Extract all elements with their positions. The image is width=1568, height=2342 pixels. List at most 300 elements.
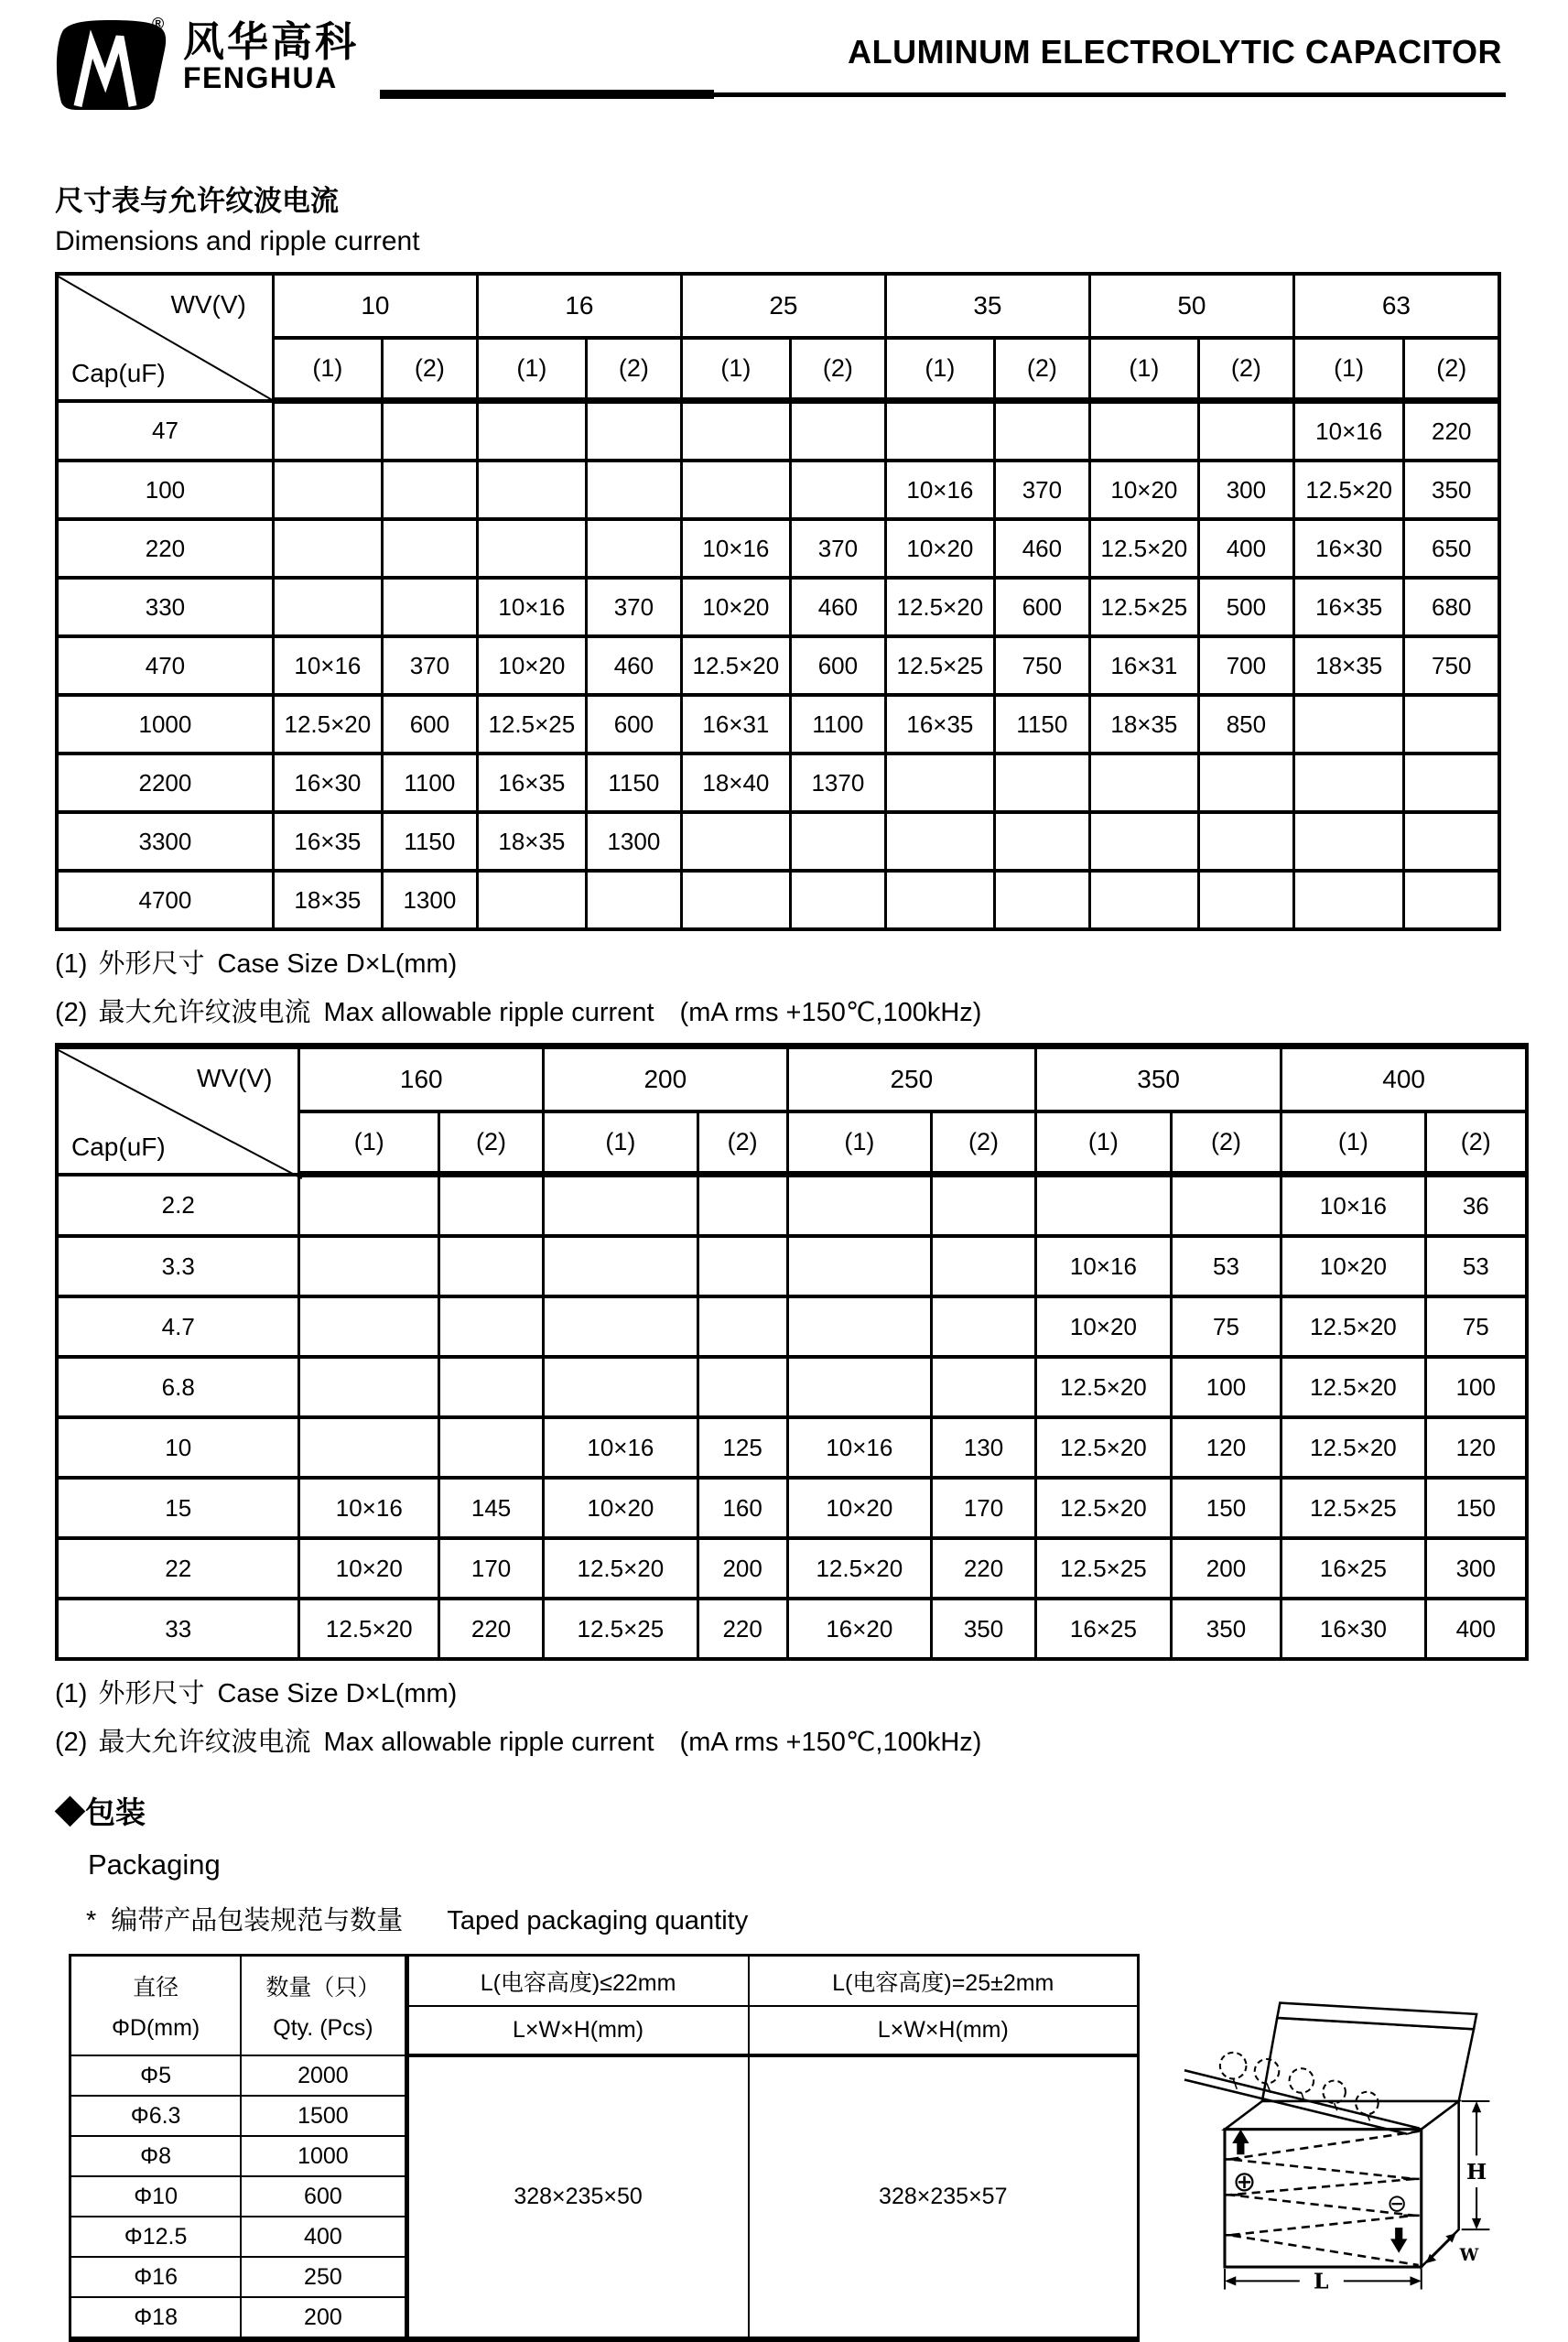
cell: 200 [697,1538,787,1599]
subcol-header: (2) [1171,1111,1281,1175]
table2-notes [55,1681,1568,1756]
cell [932,1236,1036,1296]
cell [439,1175,544,1237]
cell: 16×25 [1281,1538,1425,1599]
cell [544,1175,698,1237]
voltage-group-header: 35 [885,274,1089,338]
cell: 53 [1171,1236,1281,1296]
cell: 16×31 [1089,636,1198,695]
note-number: (2) [55,998,88,1027]
cell: 1150 [382,812,477,871]
cell [994,754,1089,812]
cell [697,1175,787,1237]
cell [544,1357,698,1417]
diameter-cell: Φ16 [70,2257,242,2297]
box-header-le22: L(电容高度)≤22mm [406,1956,748,2007]
cell [885,812,994,871]
subcol-header: (1) [1089,338,1198,401]
cell: 16×20 [787,1599,931,1659]
voltage-group-header: 25 [681,274,885,338]
cell: 600 [382,695,477,754]
cell: 370 [994,461,1089,519]
cell: 170 [932,1478,1036,1538]
subcol-header: (1) [1293,338,1404,401]
corner-wv-label: WV(V) [197,1064,273,1092]
cell [885,754,994,812]
cell [932,1296,1036,1357]
cell: 16×25 [1036,1599,1172,1659]
table-row [57,1478,1527,1538]
cell [1293,812,1404,871]
subcol-header: (2) [586,338,681,401]
page-header [0,0,1568,139]
cell: 12.5×25 [477,695,586,754]
cell [790,461,885,519]
taped-packaging-box-diagram [1143,1979,1555,2304]
cell [477,461,586,519]
quantity-header-cell [241,1956,406,2056]
note-case-size [55,951,1568,978]
cell: 850 [1198,695,1293,754]
diameter-header-en: ΦD(mm) [111,2015,200,2041]
cell [299,1236,439,1296]
table-corner-cell [57,274,273,401]
cell: 125 [697,1417,787,1478]
cell: 18×35 [1293,636,1404,695]
cell: 460 [586,636,681,695]
cap-cell: 4.7 [57,1296,299,1357]
cell [787,1357,931,1417]
cell: 10×20 [787,1478,931,1538]
cell: 350 [932,1599,1036,1659]
cell: 16×35 [477,754,586,812]
subcol-header: (1) [885,338,994,401]
corner-cap-label: Cap(uF) [71,358,166,387]
cell: 370 [382,636,477,695]
cell: 12.5×20 [544,1538,698,1599]
cap-cell: 100 [57,461,273,519]
positive-polarity-symbol: ⊕ [1232,2166,1257,2199]
table-row [57,695,1499,754]
note-text-cn: 外形尺寸 [98,949,205,979]
cell [477,519,586,578]
note-text-cn: 最大允许纹波电流 [98,1728,311,1757]
cell: 220 [1404,401,1499,461]
quantity-cell: 250 [241,2257,406,2297]
cell: 400 [1198,519,1293,578]
cell: 160 [697,1478,787,1538]
cell: 150 [1171,1478,1281,1538]
cell: 10×16 [299,1478,439,1538]
diameter-header-cn: 直径 [133,1975,179,2000]
cell: 10×20 [885,519,994,578]
negative-polarity-symbol: ⊖ [1387,2189,1408,2218]
cell [885,871,994,929]
subcol-header: (2) [439,1111,544,1175]
cell: 120 [1171,1417,1281,1478]
cap-cell: 2.2 [57,1175,299,1237]
cell [787,1175,931,1237]
note-text-en: Case Size D×L(mm) [217,949,458,979]
cell [1089,401,1198,461]
table-row [57,1538,1527,1599]
cell: 1370 [790,754,885,812]
subcol-header: (1) [787,1111,931,1175]
cell [1293,871,1404,929]
cell [1089,871,1198,929]
lwh-header: L×W×H(mm) [406,2006,748,2055]
voltage-group-header: 400 [1281,1046,1527,1112]
cell: 16×30 [273,754,382,812]
cell [382,519,477,578]
subcol-header: (2) [790,338,885,401]
note-text-en: Max allowable ripple current [323,998,654,1027]
cell: 650 [1404,519,1499,578]
subcol-header: (2) [1404,338,1499,401]
cell: 10×16 [1293,401,1404,461]
cell: 12.5×20 [299,1599,439,1659]
subcol-header: (1) [544,1111,698,1175]
cell: 18×35 [477,812,586,871]
cell [544,1296,698,1357]
cell: 130 [932,1417,1036,1478]
note-condition: (mA rms +150℃,100kHz) [679,1728,982,1757]
cell: 10×20 [1089,461,1198,519]
dimensions-heading-en: Dimensions and ripple current [55,226,420,256]
cell: 75 [1425,1296,1527,1357]
voltage-group-header: 160 [299,1046,544,1112]
cell [1404,754,1499,812]
cell [790,871,885,929]
cell: 53 [1425,1236,1527,1296]
arrowhead [1410,2276,1421,2285]
cell [1293,754,1404,812]
registered-trademark-symbol: ® [152,15,165,33]
table-row [57,871,1499,929]
cell [932,1357,1036,1417]
cap-cell: 4700 [57,871,273,929]
cell: 300 [1198,461,1293,519]
voltage-header-row [57,1046,1527,1112]
cell [681,461,790,519]
cell [439,1417,544,1478]
cell: 10×20 [477,636,586,695]
cell [787,1236,931,1296]
cell [994,401,1089,461]
note-number: (2) [55,1728,88,1757]
cell: 220 [697,1599,787,1659]
cell: 370 [586,578,681,636]
subcol-header: (2) [994,338,1089,401]
cell: 10×20 [1281,1236,1425,1296]
cell: 1300 [586,812,681,871]
cell [681,812,790,871]
cell [586,401,681,461]
cell [1198,401,1293,461]
cap-cell: 10 [57,1417,299,1478]
cell: 36 [1425,1175,1527,1237]
cell: 12.5×25 [1089,578,1198,636]
box-size-le22-value: 328×235×50 [406,2055,748,2339]
cell [1404,812,1499,871]
cell: 12.5×20 [787,1538,931,1599]
cell [1089,754,1198,812]
table-row [57,1357,1527,1417]
cell: 12.5×25 [1036,1538,1172,1599]
cell: 10×16 [544,1417,698,1478]
lwh-header: L×W×H(mm) [749,2006,1139,2055]
corner-wv-label: WV(V) [170,290,246,319]
cell [697,1236,787,1296]
cell [477,401,586,461]
cell [273,461,382,519]
cell: 170 [439,1538,544,1599]
subcol-header: (1) [681,338,790,401]
cell: 350 [1404,461,1499,519]
subcol-header: (2) [932,1111,1036,1175]
table-row [57,754,1499,812]
cell [697,1357,787,1417]
cell: 500 [1198,578,1293,636]
cell: 10×16 [681,519,790,578]
cell [439,1357,544,1417]
voltage-group-header: 10 [273,274,477,338]
packaging-subtitle-en: Taped packaging quantity [447,1906,749,1935]
table-row [57,812,1499,871]
table-row [70,2055,1139,2096]
cell: 12.5×20 [1293,461,1404,519]
cell: 600 [586,695,681,754]
subcol-header: (2) [697,1111,787,1175]
cap-cell: 3300 [57,812,273,871]
arrowhead [1225,2276,1236,2285]
cell [787,1296,931,1357]
cell [299,1296,439,1357]
cell: 370 [790,519,885,578]
cell [299,1357,439,1417]
note-text-cn: 最大允许纹波电流 [98,998,311,1027]
box-top-face [1225,2101,1459,2130]
cell: 460 [790,578,885,636]
cell: 16×31 [681,695,790,754]
cap-cell: 15 [57,1478,299,1538]
cell: 10×16 [477,578,586,636]
cell: 600 [994,578,1089,636]
cell [586,461,681,519]
cell: 12.5×20 [1089,519,1198,578]
height-label: H [1465,2158,1487,2185]
quantity-cell: 1000 [241,2136,406,2176]
quantity-cell: 2000 [241,2055,406,2096]
cap-cell: 330 [57,578,273,636]
cell: 1150 [586,754,681,812]
cell: 12.5×20 [1281,1417,1425,1478]
cell: 16×35 [885,695,994,754]
cell: 12.5×20 [273,695,382,754]
cell [477,871,586,929]
subcol-header: (1) [299,1111,439,1175]
diamond-bullet-icon: ◆ [55,1795,85,1829]
cell: 120 [1425,1417,1527,1478]
cell [1171,1175,1281,1237]
cell: 18×35 [1089,695,1198,754]
cell: 100 [1425,1357,1527,1417]
voltage-group-header: 200 [544,1046,788,1112]
cap-cell: 1000 [57,695,273,754]
cell [1293,695,1404,754]
cell: 150 [1425,1478,1527,1538]
cell [439,1296,544,1357]
brand-name-cn: 风华高科 [183,18,360,65]
quantity-cell: 600 [241,2176,406,2217]
packaging-section [69,1954,1568,2342]
packaging-heading-cn-text: 包装 [85,1795,146,1829]
cell: 1100 [382,754,477,812]
cell: 750 [994,636,1089,695]
diameter-cell: Φ12.5 [70,2217,242,2257]
cell: 200 [1171,1538,1281,1599]
brand-name-en: FENGHUA [183,61,338,95]
cell: 18×35 [273,871,382,929]
cell: 12.5×20 [1036,1478,1172,1538]
cell [681,401,790,461]
table-row [57,461,1499,519]
packaging-subtitle [86,1900,1568,1937]
packaging-header-row-1 [70,1956,1139,2007]
diameter-cell: Φ5 [70,2055,242,2096]
note-ripple-current [55,1000,1568,1026]
note-case-size [55,1681,1568,1708]
voltage-group-header: 63 [1293,274,1499,338]
voltage-group-header: 350 [1036,1046,1281,1112]
dimensions-heading-cn: 尺寸表与允许纹波电流 [55,185,339,217]
cell [1404,695,1499,754]
cell: 12.5×20 [1036,1357,1172,1417]
diameter-header-cell [70,1956,242,2056]
table-row [57,1417,1527,1478]
cell [932,1175,1036,1237]
width-label: W [1459,2245,1479,2265]
quantity-header-cn: 数量（只） [265,1975,381,2000]
quantity-cell: 200 [241,2297,406,2339]
header-divider-thick-segment [380,90,714,99]
subcolumn-header-row [57,338,1499,401]
table1-notes [55,951,1568,1026]
cap-cell: 470 [57,636,273,695]
voltage-header-row [57,274,1499,338]
cell: 10×20 [544,1478,698,1538]
cell: 75 [1171,1296,1281,1357]
table-row [57,578,1499,636]
cell [544,1236,698,1296]
cell: 12.5×20 [681,636,790,695]
brand-block [183,20,359,94]
box-lid [1262,2018,1474,2101]
table-row [57,1599,1527,1659]
packaging-heading-cn [55,1789,1568,1832]
cell: 220 [439,1599,544,1659]
cell [1198,812,1293,871]
cell [681,871,790,929]
subcol-header: (1) [477,338,586,401]
cell [885,401,994,461]
cell: 12.5×25 [544,1599,698,1659]
packaging-subtitle-cn: 编带产品包装规范与数量 [111,1906,404,1935]
cell [299,1175,439,1237]
box-right-face [1422,2101,1459,2267]
cell [382,461,477,519]
length-label: L [1314,2268,1329,2294]
cap-cell: 47 [57,401,273,461]
cell: 1150 [994,695,1089,754]
cell: 750 [1404,636,1499,695]
subcol-header: (1) [1036,1111,1172,1175]
subcol-header: (2) [1198,338,1293,401]
cell: 460 [994,519,1089,578]
cell [273,578,382,636]
quantity-cell: 1500 [241,2096,406,2136]
cell: 10×16 [885,461,994,519]
cell: 12.5×25 [885,636,994,695]
voltage-group-header: 50 [1089,274,1293,338]
cell: 10×20 [681,578,790,636]
cell: 1300 [382,871,477,929]
cell [1198,871,1293,929]
subcol-header: (2) [1425,1111,1527,1175]
cap-cell: 33 [57,1599,299,1659]
arrowhead [1472,2218,1481,2229]
cell: 12.5×20 [1036,1417,1172,1478]
cell [586,871,681,929]
cell: 680 [1404,578,1499,636]
cell: 10×16 [1281,1175,1425,1237]
cell: 10×16 [1036,1236,1172,1296]
cell: 18×40 [681,754,790,812]
cell: 600 [790,636,885,695]
asterisk-marker: * [86,1906,97,1935]
corner-cap-label: Cap(uF) [71,1132,166,1161]
page-title: ALUMINUM ELECTROLYTIC CAPACITOR [848,33,1502,70]
cell [994,871,1089,929]
cell: 12.5×20 [1281,1296,1425,1357]
note-ripple-current [55,1729,1568,1756]
cell: 16×30 [1281,1599,1425,1659]
table-row [57,1175,1527,1237]
cell [586,519,681,578]
cell: 300 [1425,1538,1527,1599]
table-row [57,519,1499,578]
arrowhead [1472,2101,1481,2112]
cell: 10×16 [787,1417,931,1478]
diameter-cell: Φ18 [70,2297,242,2339]
diameter-cell: Φ10 [70,2176,242,2217]
cell: 16×35 [1293,578,1404,636]
cell: 16×30 [1293,519,1404,578]
cell: 10×20 [299,1538,439,1599]
subcol-header: (2) [382,338,477,401]
cell [439,1236,544,1296]
cell [273,401,382,461]
packaging-heading-en: Packaging [88,1849,221,1881]
cap-cell: 220 [57,519,273,578]
cell [1198,754,1293,812]
cell: 10×16 [273,636,382,695]
box-size-25-value: 328×235×57 [749,2055,1139,2339]
cap-cell: 2200 [57,754,273,812]
cell: 350 [1171,1599,1281,1659]
header-divider [380,90,1506,99]
diameter-cell: Φ6.3 [70,2096,242,2136]
